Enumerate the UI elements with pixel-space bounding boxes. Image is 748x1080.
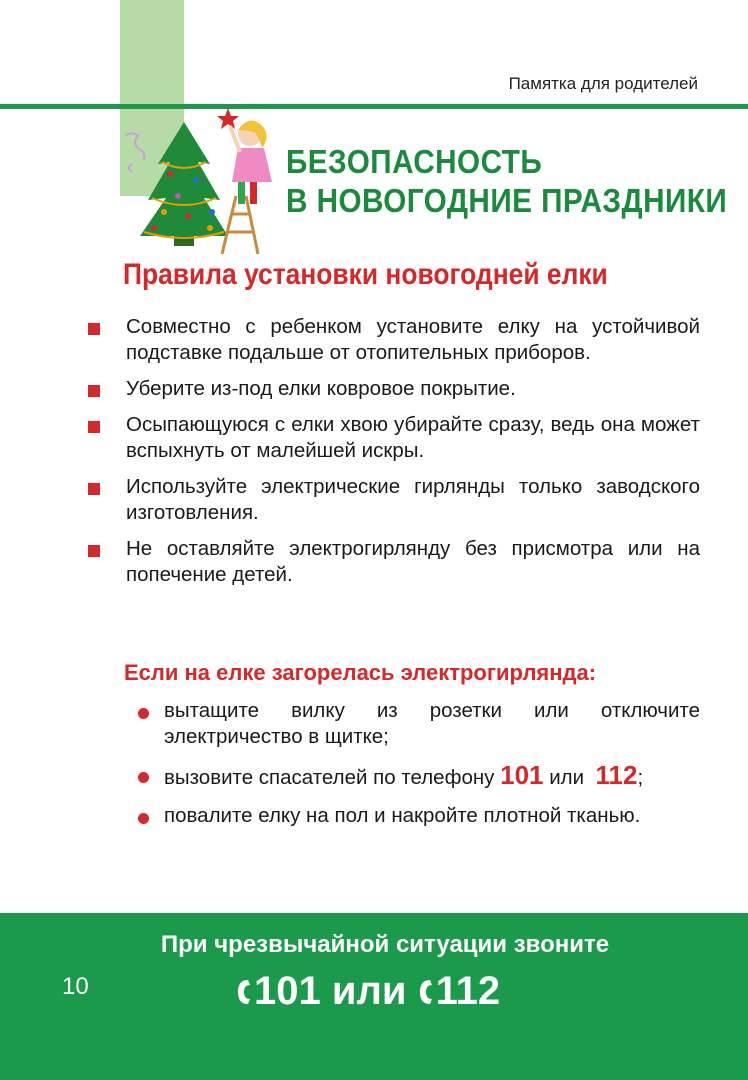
christmas-tree-illustration <box>118 104 278 254</box>
phone-icon <box>418 978 434 1006</box>
rule-text: Не оставляйте электрогирлянду без присмотра или на попечение детей. <box>126 537 700 586</box>
phone-icon <box>236 978 252 1006</box>
action-text: повалите елку на пол и накройте плотной тканью. <box>164 804 641 827</box>
action-punct: ; <box>637 766 644 789</box>
rule-text: Совместно с ребенком установите елку на устойчивой подставке подальше от отопительных приборов. <box>126 315 700 364</box>
footer-phones <box>236 969 500 1014</box>
action-connector: или <box>549 766 585 789</box>
bullet-square-icon <box>88 545 100 557</box>
footer-phone-101: 101 <box>254 969 321 1013</box>
action-item <box>134 698 700 750</box>
title-line-1: БЕЗОПАСНОСТЬ <box>286 143 543 180</box>
bullet-dot-icon <box>138 708 149 719</box>
bullet-square-icon <box>88 421 100 433</box>
bullet-dot-icon <box>138 772 149 783</box>
bullet-dot-icon <box>138 813 149 824</box>
footer-banner <box>0 913 748 1080</box>
rule-item <box>88 314 700 366</box>
action-text: вызовите спасателей по телефону <box>164 766 495 789</box>
action-text: вытащите вилку из розетки или отключите электричество в щитке; <box>164 699 700 748</box>
rule-text: Осыпающуюся с елки хвою убирайте сразу, ведь она может вспыхнуть от малейшей искры. <box>126 413 700 462</box>
phone-number-101: 101 <box>500 760 544 790</box>
section-heading: Правила установки новогодней елки <box>123 258 608 291</box>
rules-list <box>88 314 700 598</box>
footer-text: При чрезвычайной ситуации звоните <box>160 931 610 958</box>
rule-item <box>88 536 700 588</box>
header-label: Памятка для родителей <box>508 74 698 93</box>
phone-number-112: 112 <box>595 760 638 790</box>
rule-item <box>88 474 700 526</box>
title-line-2: В НОВОГОДНИЕ ПРАЗДНИКИ <box>286 182 728 219</box>
header-divider <box>0 104 748 109</box>
rule-item <box>88 376 700 402</box>
footer-connector: или <box>331 969 407 1013</box>
fire-heading: Если на елке загорелась электрогирлянда: <box>124 660 597 685</box>
rule-item <box>88 412 700 464</box>
rule-text: Уберите из-под елки ковровое покрытие. <box>126 377 516 400</box>
bullet-square-icon <box>88 483 100 495</box>
bullet-square-icon <box>88 323 100 335</box>
rule-text: Используйте электрические гирлянды только заводского изготовления. <box>126 475 700 524</box>
fire-actions-list <box>134 698 700 841</box>
bullet-square-icon <box>88 385 100 397</box>
action-item <box>134 803 700 829</box>
page-title <box>286 142 727 220</box>
footer-phone-112: 112 <box>435 969 501 1013</box>
page-number: 10 <box>62 973 89 1000</box>
action-item <box>134 762 700 791</box>
